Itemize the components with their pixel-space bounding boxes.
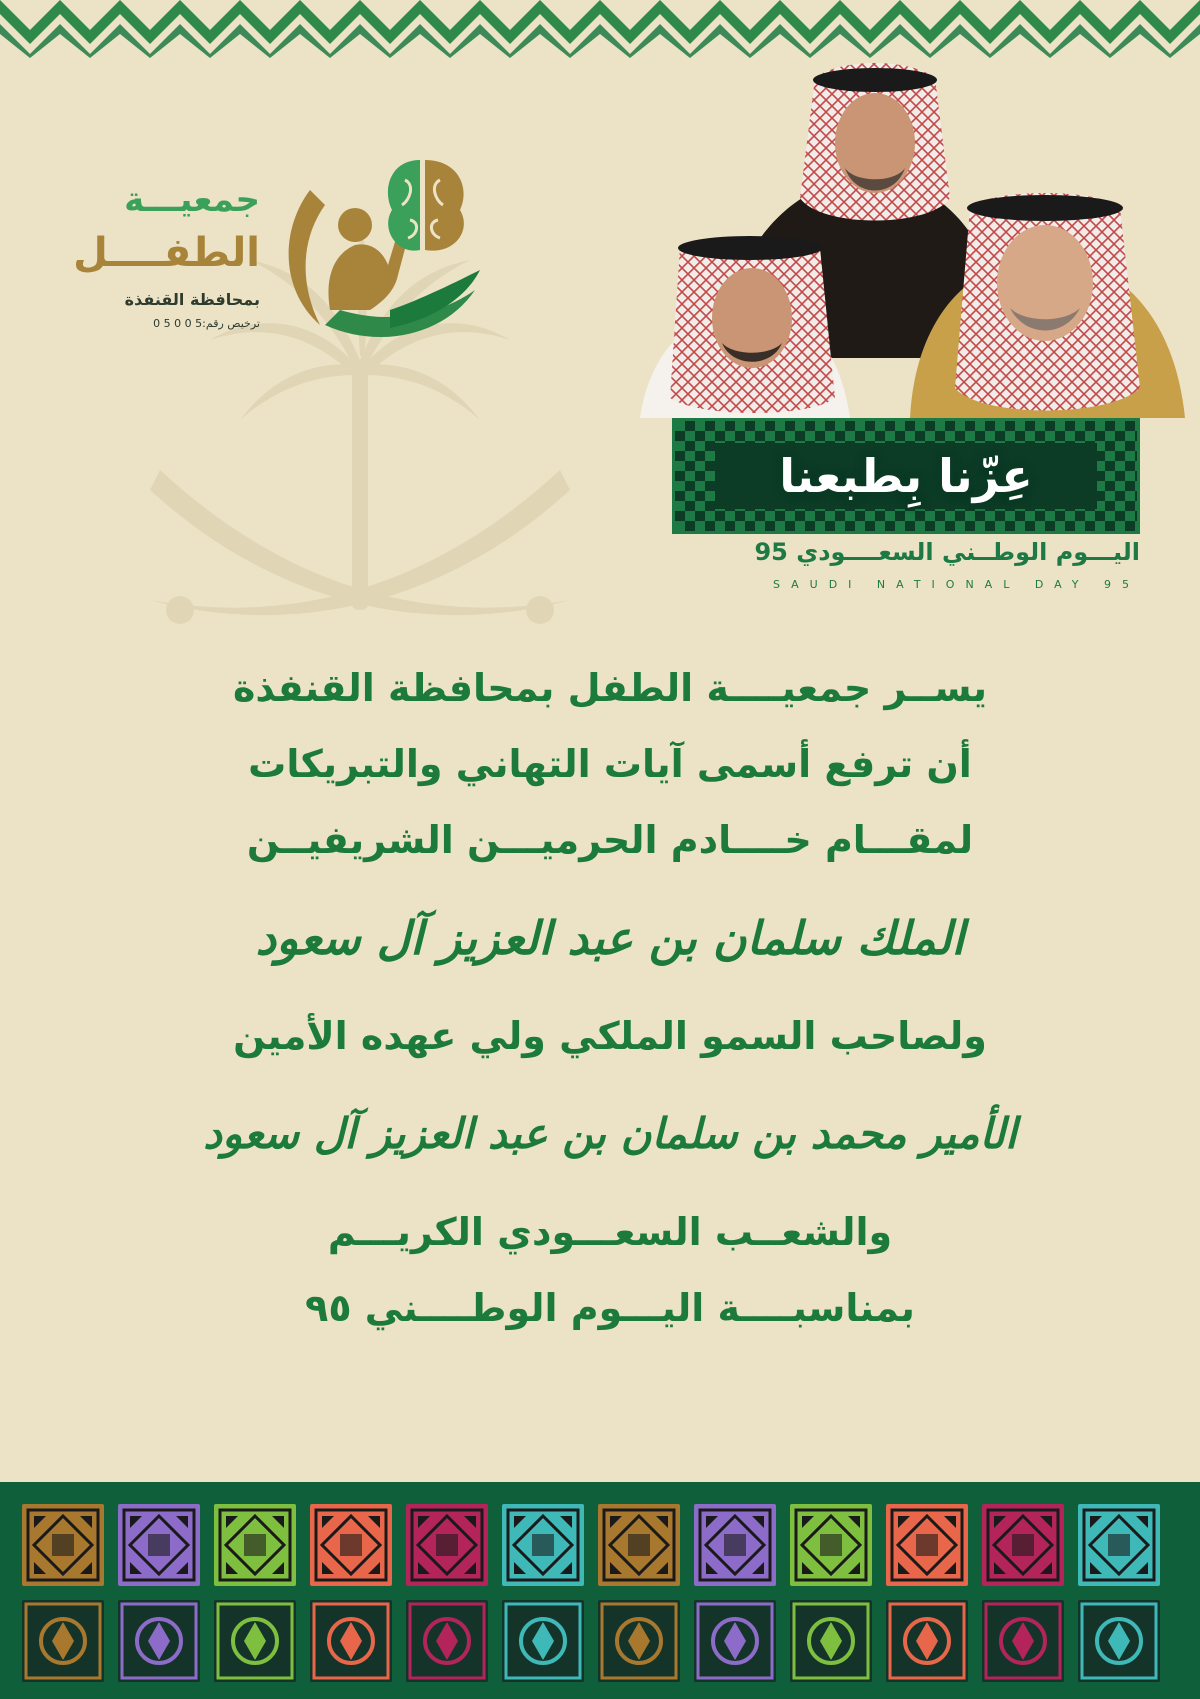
pattern-tile xyxy=(214,1504,296,1586)
eagle-icon xyxy=(310,1600,392,1682)
eagle-icon xyxy=(886,1600,968,1682)
pattern-tile xyxy=(886,1504,968,1586)
king-name-calligraphy: الملك سلمان بن عبد العزيز آل سعود xyxy=(255,911,965,965)
vase-icon xyxy=(694,1600,776,1682)
slogan-banner xyxy=(672,418,1140,534)
bottom-pattern-band xyxy=(0,1482,1200,1699)
national-day-logo xyxy=(672,418,1140,600)
leaders-portrait-image xyxy=(640,58,1200,418)
pattern-tile xyxy=(790,1504,872,1586)
slogan-text: عِزّنا بِطبعنا xyxy=(779,449,1033,503)
message-line-3: لمقـــام خــــادم الحرميـــن الشريفيــن xyxy=(246,818,974,862)
message-line-2: أن ترفع أسمى آيات التهاني والتبريكات xyxy=(248,742,972,786)
org-license: ترخيص رقم:5 0 0 5 0 xyxy=(153,317,260,330)
top-pattern-band xyxy=(0,0,1200,58)
vase-icon xyxy=(118,1600,200,1682)
national-day-title-ar: اليـــوم الوطــني السعــــودي 95 xyxy=(754,538,1140,566)
prince-name-calligraphy: الأمير محمد بن سلمان بن عبد العزيز آل سعود xyxy=(203,1109,1017,1158)
greeting-message xyxy=(180,650,1040,1346)
org-name-line3: بمحافظة القنفذة xyxy=(124,290,260,309)
pattern-tile xyxy=(310,1504,392,1586)
national-day-title-en: SAUDI NATIONAL DAY 95 xyxy=(772,578,1140,591)
sunburst-icon xyxy=(598,1600,680,1682)
coffee-pot-icon xyxy=(1078,1600,1160,1682)
org-name-line2: الطفــــل xyxy=(73,230,260,276)
tree-icon xyxy=(790,1600,872,1682)
coffee-pot-icon xyxy=(502,1600,584,1682)
pattern-tile xyxy=(502,1504,584,1586)
message-line-6: بمناسبــــة اليـــوم الوطــــني ٩٥ xyxy=(305,1286,915,1330)
org-name-line1: جمعيـــة xyxy=(124,180,260,220)
tree-icon xyxy=(214,1600,296,1682)
mountain-icon xyxy=(982,1600,1064,1682)
pattern-tile xyxy=(598,1504,680,1586)
pattern-tile xyxy=(694,1504,776,1586)
pattern-tile xyxy=(406,1504,488,1586)
mountain-icon xyxy=(406,1600,488,1682)
organization-logo xyxy=(60,150,500,350)
sunburst-icon xyxy=(22,1600,104,1682)
pattern-tile xyxy=(118,1504,200,1586)
pattern-tile xyxy=(1078,1504,1160,1586)
pattern-tile xyxy=(982,1504,1064,1586)
child-brain-logo-icon xyxy=(270,150,500,350)
message-line-1: يســر جمعيــــة الطفل بمحافظة القنفذة xyxy=(232,666,988,710)
pattern-tiles xyxy=(22,1504,1182,1684)
pattern-tile xyxy=(22,1504,104,1586)
message-line-4: ولصاحب السمو الملكي ولي عهده الأمين xyxy=(233,1014,987,1058)
message-line-5: والشعــب السعـــودي الكريـــم xyxy=(327,1210,893,1254)
